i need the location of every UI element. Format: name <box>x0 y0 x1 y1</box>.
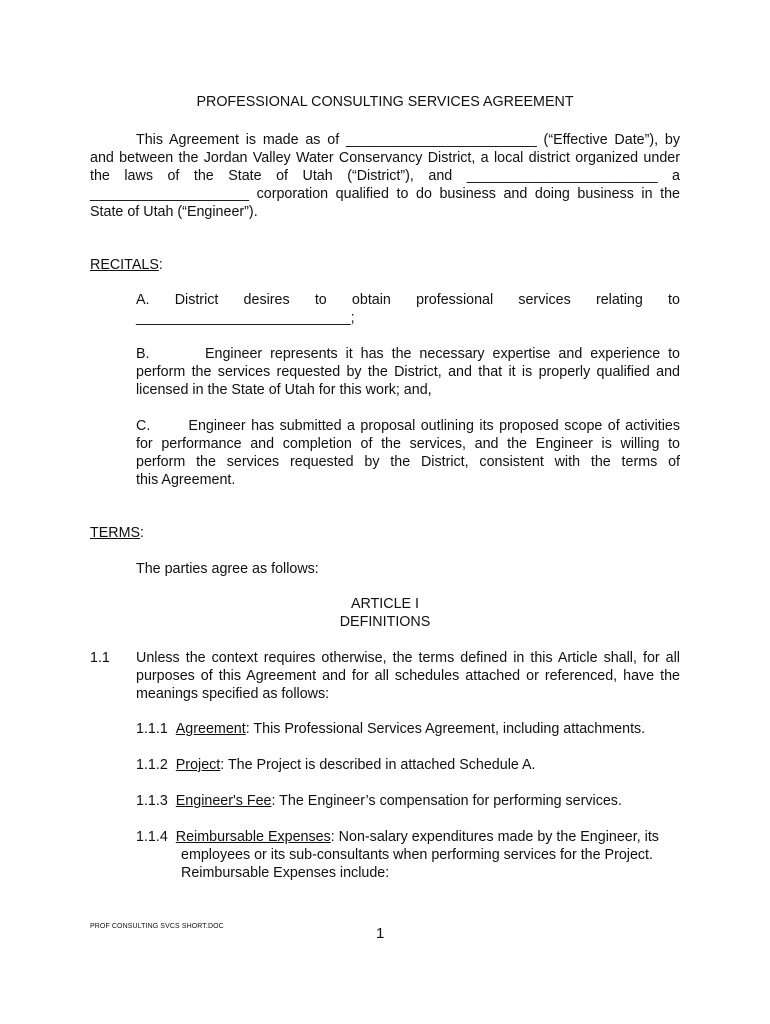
recital-a-line-2: ___________________________; <box>136 310 355 326</box>
definition-4: 1.1.4 Reimbursable Expenses: Non-salary expenditures made by the Engineer, its <box>136 829 659 845</box>
recital-b-line-1: B. Engineer represents it has the necessary expertise and experience to <box>136 346 680 362</box>
recital-c-line-2: for performance and completion of the services, and the Engineer is willing to <box>136 436 680 452</box>
intro-line-5: State of Utah (“Engineer”). <box>90 204 258 220</box>
section-number: 1.1 <box>90 650 110 666</box>
intro-line-3: the laws of the State of Utah (“District”), and ________________________ a <box>90 168 680 184</box>
document-title: PROFESSIONAL CONSULTING SERVICES AGREEMENT <box>196 94 574 110</box>
footer-filename: PROF CONSULTING SVCS SHORT.DOC <box>90 923 224 930</box>
terms-intro: The parties agree as follows: <box>136 561 319 577</box>
intro-line-4: ____________________ corporation qualified to do business and doing business in the <box>90 186 680 202</box>
definition-1: 1.1.1 Agreement: This Professional Services Agreement, including attachments. <box>136 721 646 737</box>
article-label: ARTICLE I <box>350 596 420 612</box>
intro-line-2: and between the Jordan Valley Water Conservancy District, a local district organized under <box>90 150 680 166</box>
recital-c-line-4: this Agreement. <box>136 472 236 488</box>
intro-line-1: This Agreement is made as of ________________________ (“Effective Date”), by <box>136 132 680 148</box>
section-line-1: Unless the context requires otherwise, the terms defined in this Article shall, for all <box>136 650 680 666</box>
section-line-3: meanings specified as follows: <box>136 686 330 702</box>
page-number: 1 <box>376 925 385 942</box>
recital-b-line-2: perform the services requested by the District, and that it is properly qualified and <box>136 364 680 380</box>
definition-2: 1.1.2 Project: The Project is described in attached Schedule A. <box>136 757 536 773</box>
recitals-heading: RECITALS: <box>90 257 163 273</box>
terms-heading: TERMS: <box>90 525 145 541</box>
article-title: DEFINITIONS <box>339 614 431 630</box>
section-line-2: purposes of this Agreement and for all schedules attached or referenced, have the <box>136 668 680 684</box>
recital-c-line-3: perform the services requested by the District, consistent with the terms of <box>136 454 680 470</box>
definition-4-line-2: employees or its sub-consultants when performing services for the Project. <box>181 847 654 863</box>
recital-a-line-1: A. District desires to obtain professional services relating to <box>136 292 680 308</box>
definition-4-line-3: Reimbursable Expenses include: <box>181 865 390 881</box>
definition-3: 1.1.3 Engineer's Fee: The Engineer’s compensation for performing services. <box>136 793 622 809</box>
recital-b-line-3: licensed in the State of Utah for this work; and, <box>136 382 432 398</box>
recital-c-line-1: C. Engineer has submitted a proposal outlining its proposed scope of activities <box>136 418 680 434</box>
